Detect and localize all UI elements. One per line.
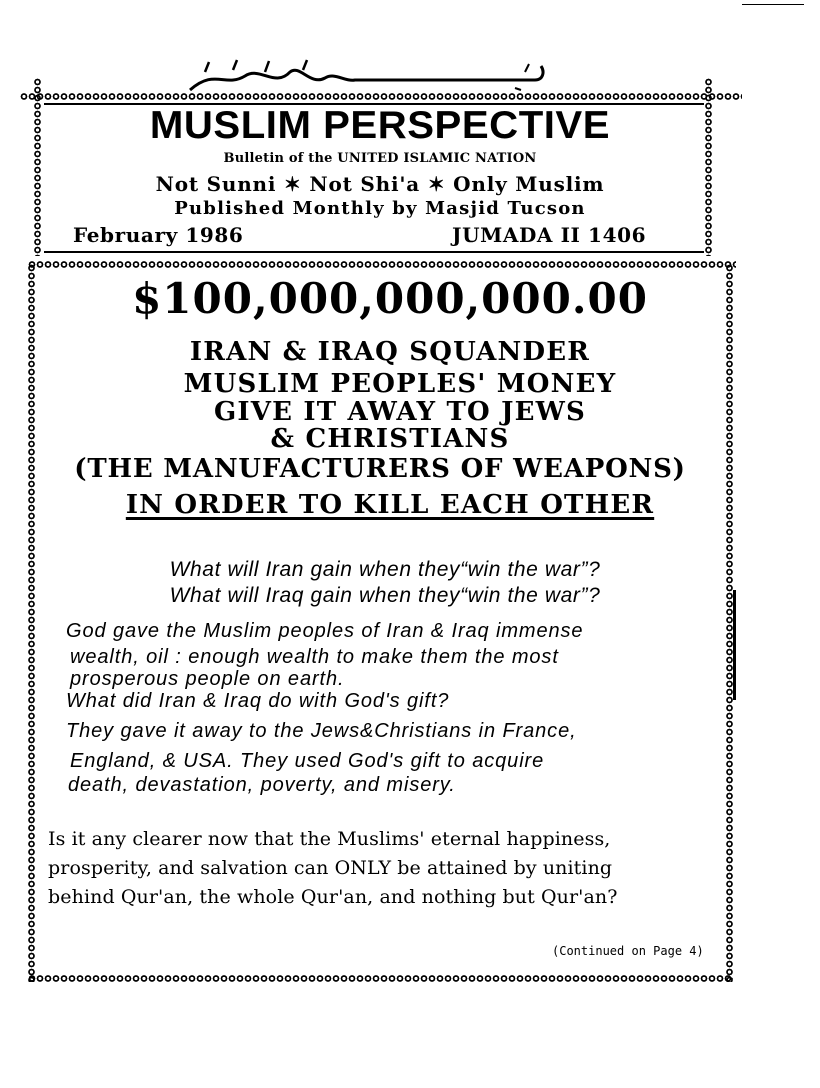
- amount-headline: $100,000,000,000.00: [132, 274, 648, 323]
- body-line-3: prosperous people on earth.: [70, 668, 345, 690]
- question-2: What will Iraq gain when they“win the war”?: [169, 584, 601, 607]
- masthead-inner-bottom-rule: [44, 251, 704, 253]
- body-line-1: God gave the Muslim peoples of Iran & Iraq immense: [66, 620, 584, 642]
- publication-subtitle: Bulletin of the UNITED ISLAMIC NATION: [223, 151, 537, 166]
- headline-line-2: MUSLIM PEOPLES' MONEY: [183, 369, 617, 399]
- headline-line-5: (THE MANUFACTURERS OF WEAPONS): [74, 454, 686, 484]
- gregorian-date: February 1986: [73, 223, 244, 247]
- article-border-top: [28, 261, 736, 268]
- hijri-date: JUMADA II 1406: [452, 223, 647, 247]
- closing-line-1: Is it any clearer now that the Muslims' eternal happiness,: [48, 828, 611, 850]
- corner-rule: [742, 4, 804, 5]
- article-border-bottom: [28, 975, 733, 982]
- headline-line-1: IRAN & IRAQ SQUANDER: [189, 337, 591, 367]
- body-line-4: What did Iran & Iraq do with God's gift?: [66, 690, 450, 712]
- headline-line-3: GIVE IT AWAY TO JEWS: [213, 397, 587, 427]
- body-line-7: death, devastation, poverty, and misery.: [68, 774, 456, 796]
- bismillah-calligraphy: [185, 58, 550, 100]
- sect-line: Not Sunni ✶ Not Shi'a ✶ Only Muslim: [155, 172, 605, 196]
- body-line-2: wealth, oil : enough wealth to make them the most: [70, 646, 559, 668]
- body-line-5: They gave it away to the Jews&Christians in France,: [66, 720, 577, 742]
- headline-underlined-text: IN ORDER TO KILL EACH OTHER: [125, 490, 655, 520]
- question-1: What will Iran gain when they“win the war”?: [169, 558, 601, 581]
- headline-line-4: & CHRISTIANS: [270, 424, 510, 454]
- publisher-line: Published Monthly by Masjid Tucson: [174, 198, 586, 219]
- headline-line-6: [0, 490, 780, 520]
- closing-line-2: prosperity, and salvation can ONLY be attained by uniting: [48, 857, 613, 879]
- body-line-6: England, & USA. They used God's gift to acquire: [70, 750, 545, 772]
- continued-note: (Continued on Page 4): [552, 944, 704, 958]
- publication-title: MUSLIM PERSPECTIVE: [149, 104, 611, 147]
- closing-line-3: behind Qur'an, the whole Qur'an, and nothing but Qur'an?: [48, 886, 618, 908]
